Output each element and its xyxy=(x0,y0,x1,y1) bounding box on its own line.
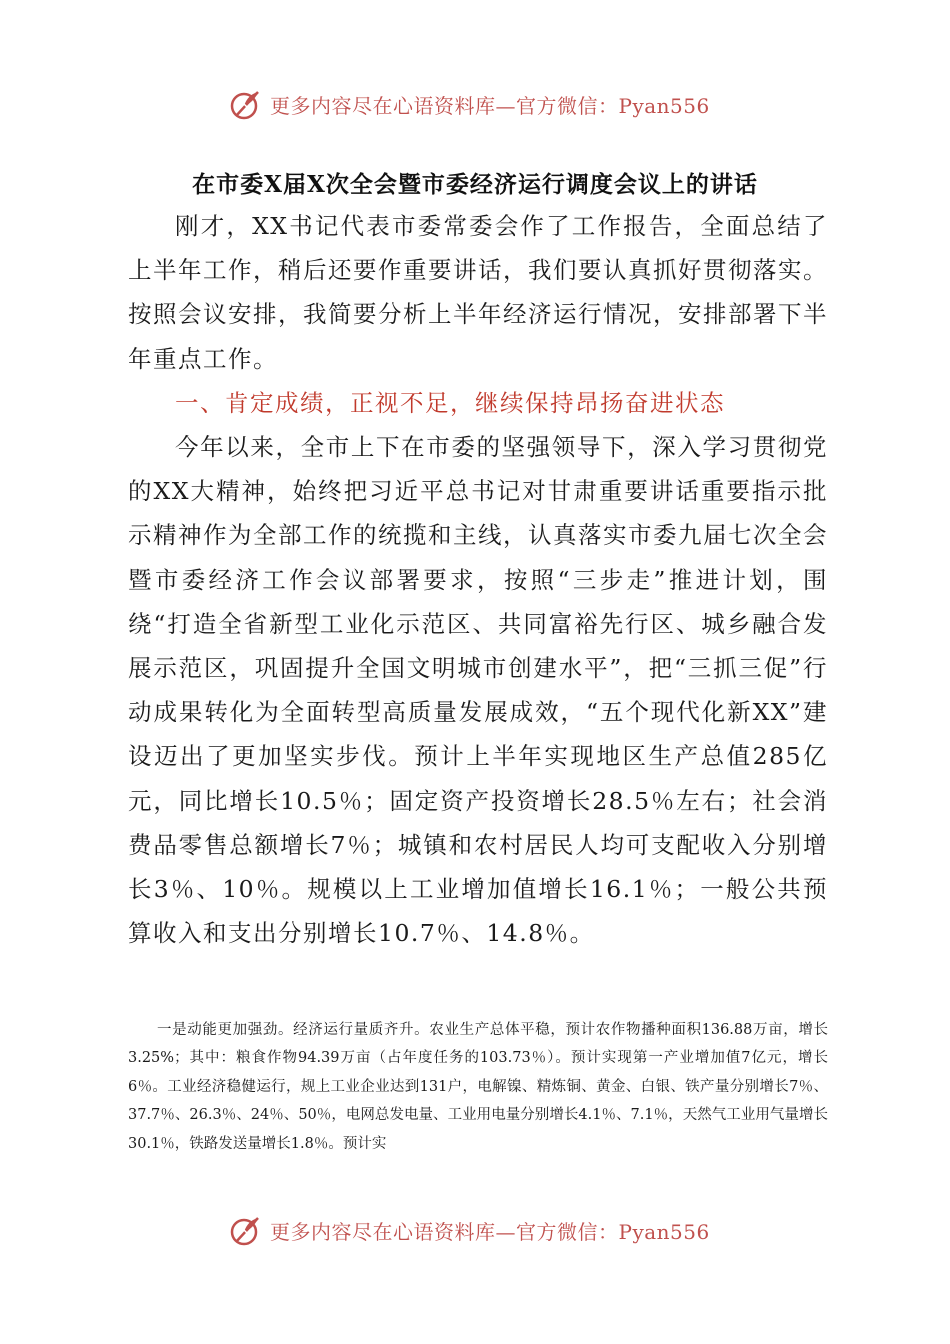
body-paragraph: 今年以来，全市上下在市委的坚强领导下，深入学习贯彻党的XX大精神，始终把习近平总书记对甘肃重要讲话重要指示批示精神作为全部工作的统揽和主线，认真落实市委九届七次全会暨市委经济工作会议部署要求，按照“三步走”推进计划，围绕“打造全省新型工业化示范区、共同富裕先行区、城乡融合发展示范区，巩固提升全国文明城市创建水平”，把“三抓三促”行动成果转化为全面转型高质量发展成效，“五个现代化新XX”建设迈出了更加坚实步伐。预计上半年实现地区生产总值285亿元，同比增长10.5％；固定资产投资增长28.5％左右；社会消费品零售总额增长7％；城镇和农村居民人均可支配收入分别增长3％、10％。规模以上工业增加值增长16.1％；一般公共预算收入和支出分别增长10.7％、14.8％。 xyxy=(128,433,828,948)
watermark-banner-bottom xyxy=(228,1208,748,1252)
small-paragraph: 一是动能更加强劲。经济运行量质齐升。农业生产总体平稳，预计农作物播种面积136.88万亩，增长3.25%；其中：粮食作物94.39万亩（占年度任务的103.73％）。预计实现第一产业增加值7亿元，增长6％。工业经济稳健运行，规上工业企业达到131户，电解镍、精炼铜、黄金、白银、铁产量分别增长7％、37.7％、26.3％、24％、50％，电网总发电量、工业用电量分别增长4.1％、7.1％，天然气工业用气量增长30.1％，铁路发送量增长1.8％。预计实 xyxy=(128,1022,828,1152)
feather-logo-icon xyxy=(228,86,264,122)
watermark-text: 更多内容尽在心语资料库—官方微信：Pyan556 xyxy=(270,93,710,118)
section-heading: 一、肯定成绩，正视不足，继续保持昂扬奋进状态 xyxy=(175,388,725,417)
watermark-text: 更多内容尽在心语资料库—官方微信：Pyan556 xyxy=(270,1219,710,1244)
document-title: 在市委X届X次全会暨市委经济运行调度会议上的讲话 xyxy=(192,171,758,198)
feather-logo-icon xyxy=(228,1212,264,1248)
document-small-text xyxy=(128,1016,828,1158)
intro-paragraph: 刚才，XX书记代表市委常委会作了工作报告，全面总结了上半年工作，稍后还要作重要讲话，我们要认真抓好贯彻落实。按照会议安排，我简要分析上半年经济运行情况，安排部署下半年重点工作。 xyxy=(128,212,828,373)
watermark-banner-top xyxy=(228,82,748,126)
document-body xyxy=(128,204,828,955)
